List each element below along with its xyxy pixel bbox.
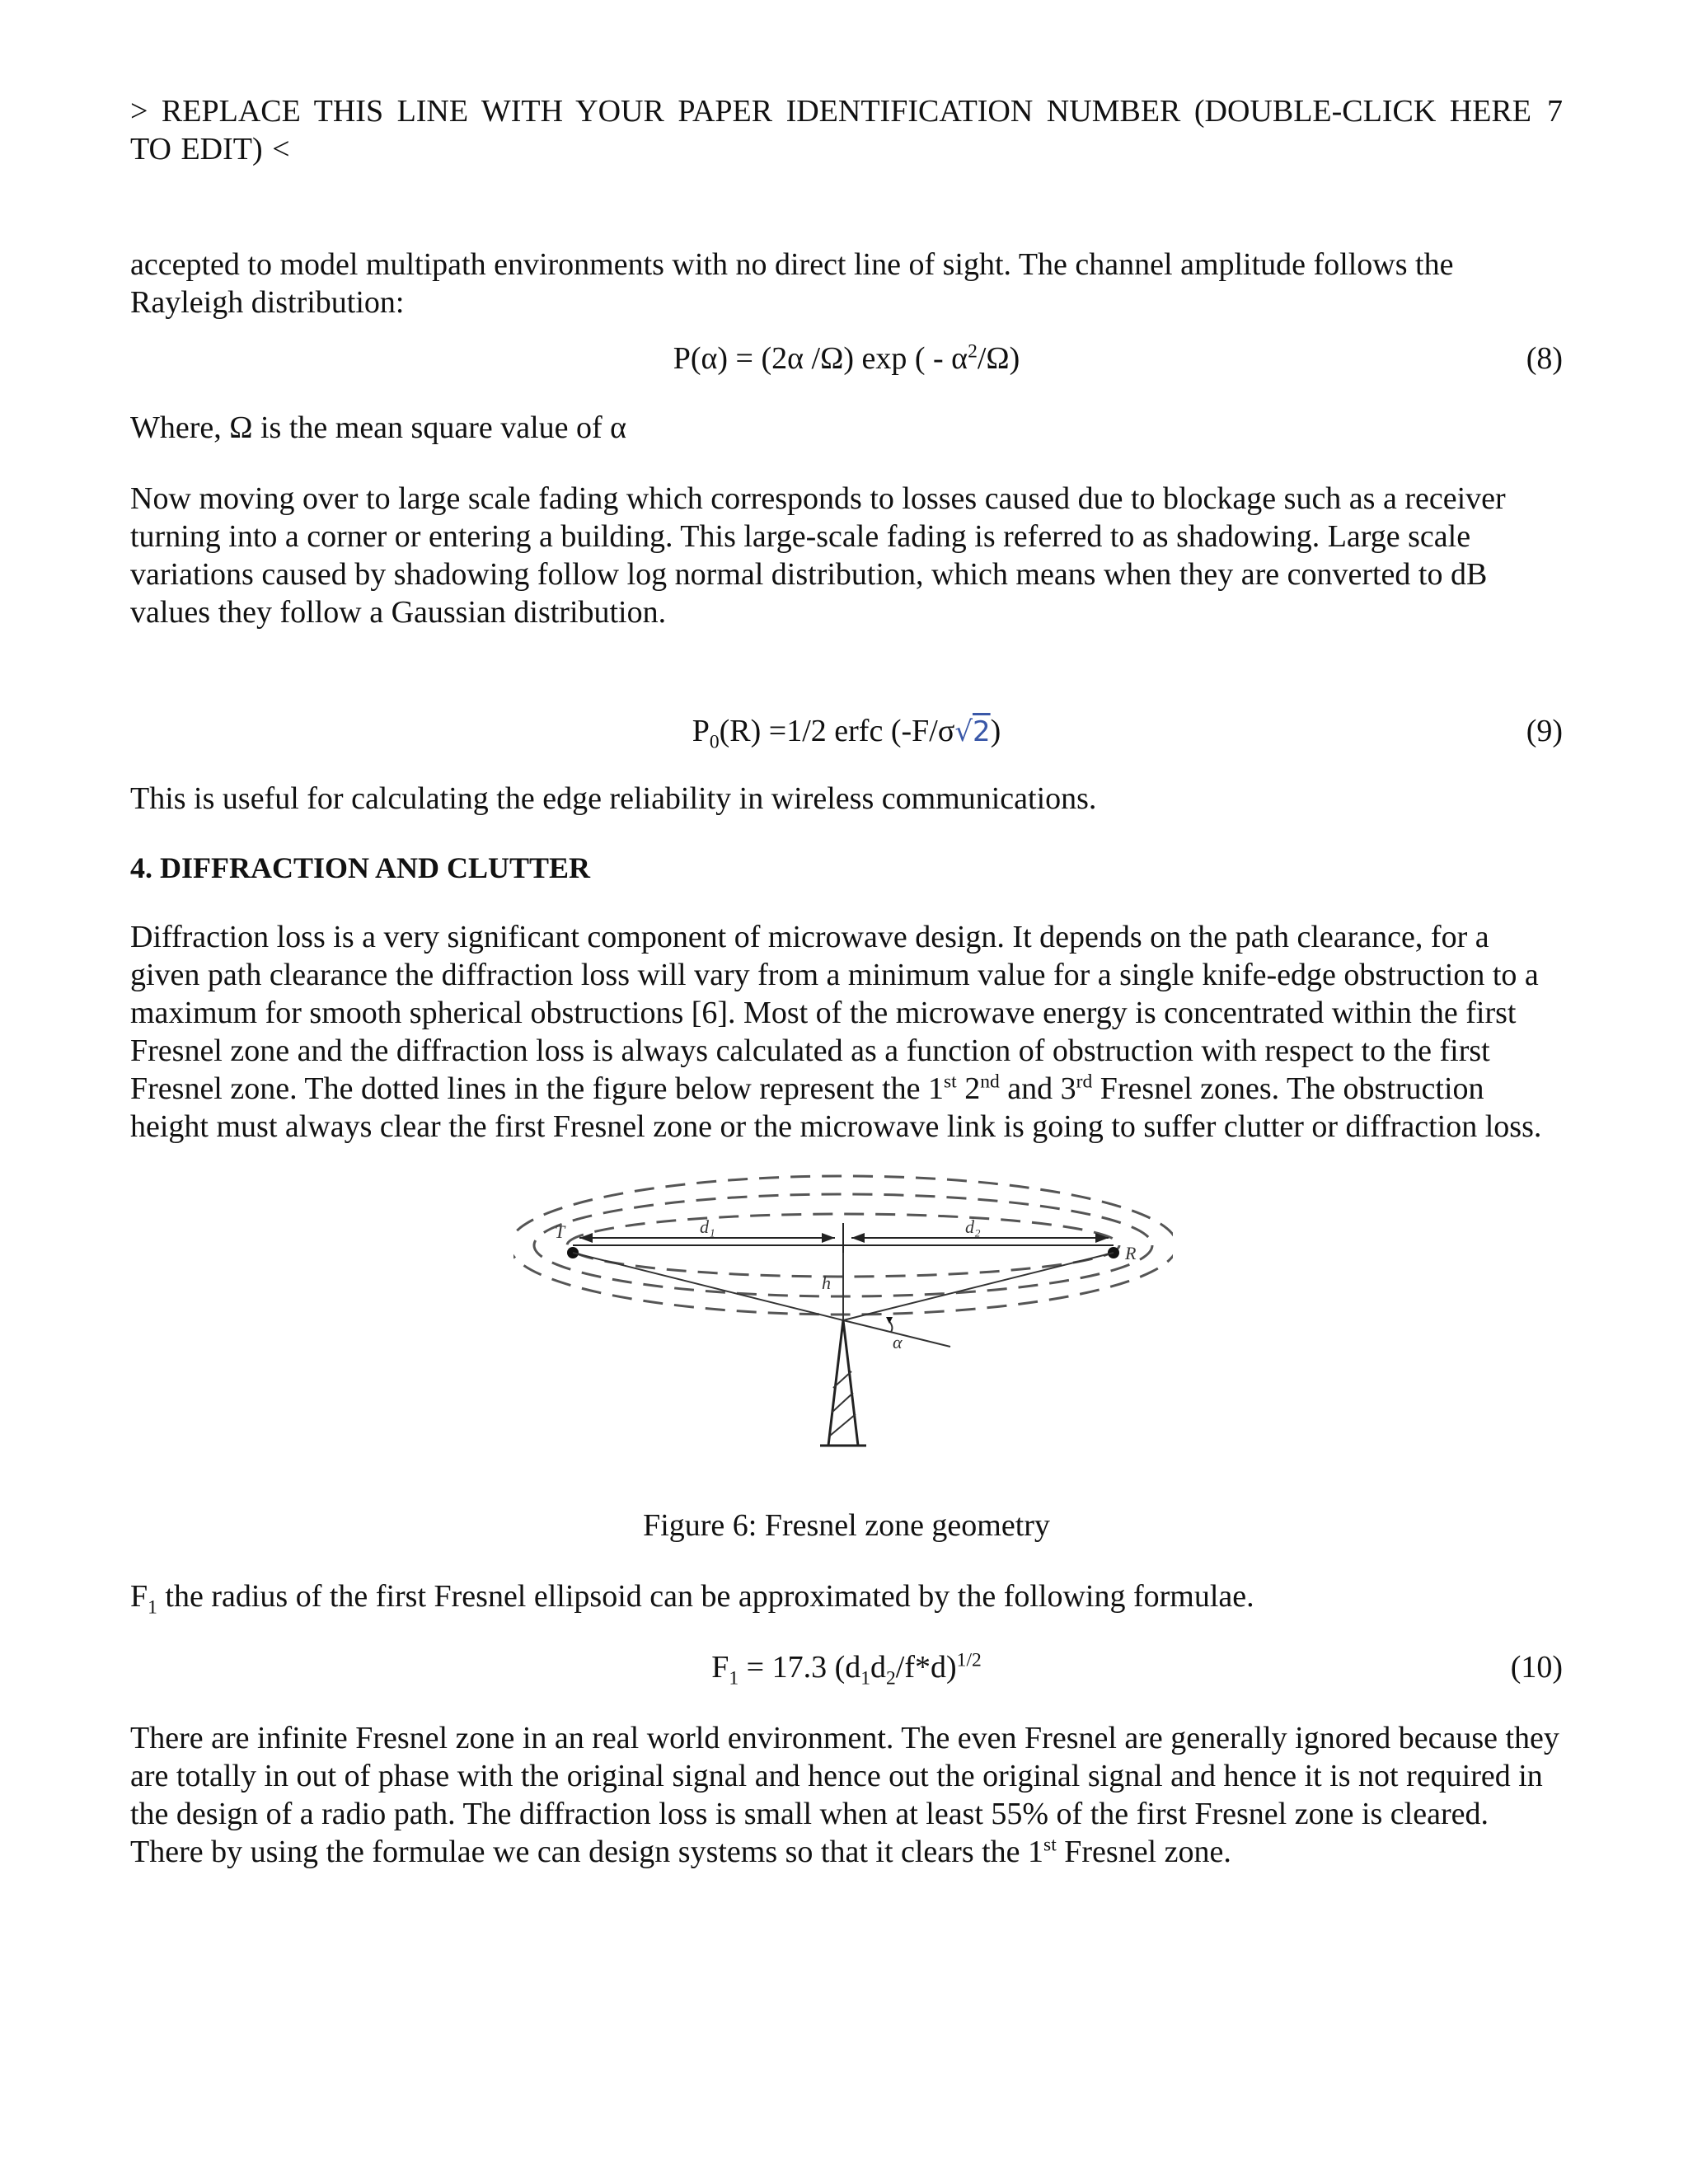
equation-9-body: $P_0(R) =1/2$ erfc (-F/σ√2) [692, 714, 1001, 753]
paragraph-diffraction: Diffraction loss is a very significant component of microwave design. It depends on the path clearance, for a given path clearance the diffraction loss will vary from a minimum value for a single knife-edge obstruction to a maximum for smooth spherical obstructions [6]. Most of the microwave energy is concentrated within the first Fresnel zone and the diffraction loss is always calculated as a function of obstruction with respect to the first Fresnel zone. The dotted lines in the figure below represent the 1st 2nd and 3rd Fresnel zones. The obstruction height must always clear the first Fresnel zone or the microwave link is going to suffer clutter or diffraction loss. [130, 920, 1542, 1144]
label-d1: d₁ [700, 1216, 715, 1237]
label-alpha: α [893, 1332, 903, 1352]
equation-10-body: $F_1 = 17.3$ $(d_1d_2/f*d)^{1/2}$ [711, 1649, 982, 1690]
equation-8 [130, 340, 1563, 377]
fresnel-zone-figure [130, 1174, 1563, 1495]
label-h: h [822, 1272, 831, 1293]
running-header [130, 92, 1563, 171]
section-heading: 4. DIFFRACTION AND CLUTTER [130, 851, 591, 884]
paragraph-infinite-fresnel: There are infinite Fresnel zone in an real world environment. The even Fresnel are generally ignored because they are totally in out of phase with the original signal and hence out the original signal and hence it is not required in the design of a radio path. The diffraction loss is small when at least 55% of the first Fresnel zone is cleared. There by using the formulae we can design systems so that it clears the 1st Fresnel zone. [130, 1721, 1559, 1869]
fresnel-zone-diagram [513, 1174, 1173, 1495]
d2-arrowhead-left [851, 1233, 865, 1243]
equation-9-number: (9) [1526, 714, 1563, 748]
equation-10 [130, 1648, 1563, 1690]
paragraph-where: Where, Ω is the mean square value of α [130, 410, 627, 445]
label-t: T [555, 1221, 565, 1242]
knife-edge-obstruction [828, 1320, 858, 1446]
paragraph-edge-reliability: This is useful for calculating the edge reliability in wireless communications. [130, 781, 1097, 816]
equation-10-number: (10) [1510, 1650, 1563, 1685]
d1-arrowhead-right [822, 1233, 835, 1243]
header-title: > REPLACE THIS LINE WITH YOUR PAPER IDENTIFICATION NUMBER (DOUBLE-CLICK HERE TO EDIT) < [130, 94, 1531, 166]
page [130, 92, 1563, 1871]
equation-9 [130, 712, 1563, 753]
sqrt-symbol: √ [954, 715, 973, 748]
figure-caption: Figure 6: Fresnel zone geometry [643, 1508, 1050, 1543]
paragraph-rayleigh-intro: accepted to model multipath environments with no direct line of sight. The channel amplitude follows the Rayleigh distribution: [130, 247, 1454, 320]
diffracted-ray [843, 1253, 1114, 1320]
angle-arrowhead [886, 1317, 893, 1324]
paragraph-fresnel-radius: $F_1$ the radius of the first Fresnel ellipsoid can be approximated by the following formulae. [130, 1579, 1254, 1619]
label-r: R [1125, 1243, 1137, 1263]
equation-8-number: (8) [1526, 341, 1563, 376]
incident-ray [573, 1253, 843, 1320]
page-number: 7 [1547, 94, 1563, 129]
label-d2: d₂ [965, 1216, 981, 1237]
paragraph-large-scale-fading: Now moving over to large scale fading which corresponds to losses caused due to blockage such as a receiver turning into a corner or entering a building. This large-scale fading is referred to as shadowing. Large scale variations caused by shadowing follow log normal distribution, which means when they are converted to dB values they follow a Gaussian distribution. [130, 481, 1506, 630]
equation-8-body: P(α) = (2α /Ω) exp ( - $\alpha^2/\Omega$) [673, 340, 1020, 376]
